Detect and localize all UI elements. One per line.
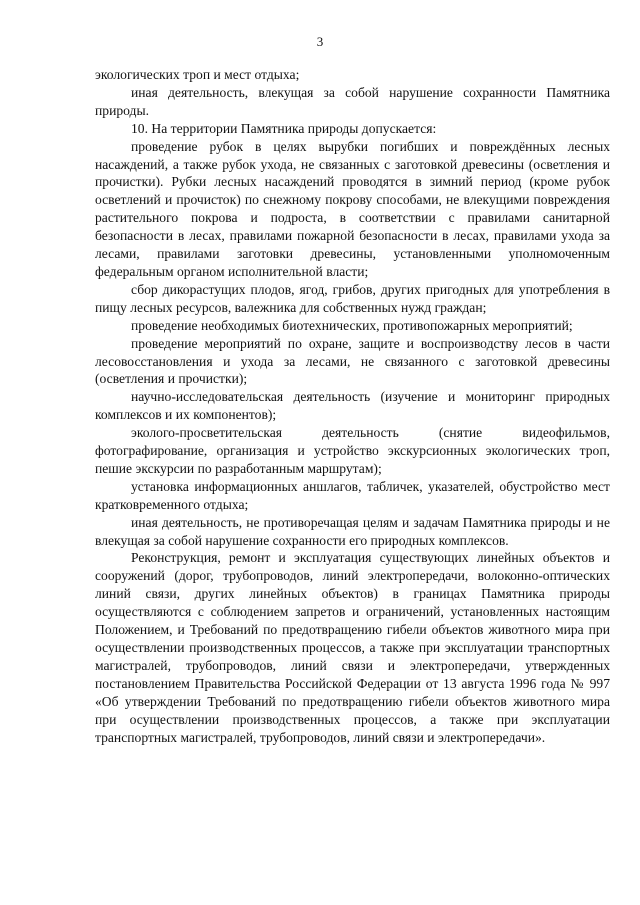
paragraph-research: научно-исследовательская деятельность (изучение и мониторинг природных комплексов и их компонентов); xyxy=(95,389,610,423)
page-number: 3 xyxy=(316,34,324,49)
paragraph-signage: установка информационных аншлагов, табличек, указателей, обустройство мест кратковременного отдыха; xyxy=(95,478,610,512)
paragraph-biotech-measures: проведение необходимых биотехнических, противопожарных мероприятий; xyxy=(131,317,573,333)
paragraph-eco-education: эколого-просветительская деятельность (снятие видеофильмов, фотографирование, организация и устройство экскурсионных экологических троп, пешие экскурсии по разработанным маршрутам); xyxy=(95,425,610,476)
paragraph-forest-protection: проведение мероприятий по охране, защите и воспроизводству лесов в части лесовосстановления и ухода за лесами, не связанного с заготовкой древесины (осветления и прочистки); xyxy=(95,335,610,387)
paragraph-eco-trails: экологических троп и мест отдыха; xyxy=(95,67,300,82)
paragraph-other-allowed: иная деятельность, не противоречащая целям и задачам Памятника природы и не влекущая за собой нарушение сохранности его природных комплексов. xyxy=(95,514,610,548)
paragraph-linear-objects: Реконструкция, ремонт и эксплуатация существующих линейных объектов и сооружений (дорог, трубопроводов, линий электропередачи, волоконно-оптических линий связи, других линейных объектов) в границах Памятника природы осуществляются с соблюдением запретов и ограничений, установленных настоящим Положением, и Требований по предотвращению гибели объектов животного мира при осуществлении производственных процессов, а также при эксплуатации транспортных магистралей, трубопроводов, линий связи и электропередачи, утвержденных постановлением Правительства Российской Федерации от 13 августа 1996 года № 997 «Об утверждении Требований по предотвращению гибели объектов животного мира при осуществлении производственных процессов, а также при эксплуатации транспортных магистралей, трубопроводов, линий связи и электропередачи». xyxy=(95,550,610,745)
paragraph-logging: проведение рубок в целях вырубки погибших и повреждённых лесных насаждений, а также рубок ухода, не связанных с заготовкой древесины (осветления и прочистки). Рубки лесных насаждений проводятся в зимний период (кроме рубок осветлений и прочисток) по снежному покрову способами, не влекущими повреждения растительного покрова и подроста, в соответствии с правилами санитарной безопасности в лесах, правилами пожарной безопасности в лесах, правилами ухода за лесами, правилами заготовки древесины, установленными уполномоченным федеральным органом исполнительной власти; xyxy=(95,138,610,279)
paragraph-other-activity-prohibited: иная деятельность, влекущая за собой нарушение сохранности Памятника природы. xyxy=(95,84,610,118)
document-body xyxy=(95,66,610,746)
paragraph-section-10-heading: 10. На территории Памятника природы допускается: xyxy=(131,120,437,136)
paragraph-gathering: сбор дикорастущих плодов, ягод, грибов, других пригодных для употребления в пищу лесных ресурсов, валежника для собственных нужд граждан; xyxy=(95,281,610,315)
